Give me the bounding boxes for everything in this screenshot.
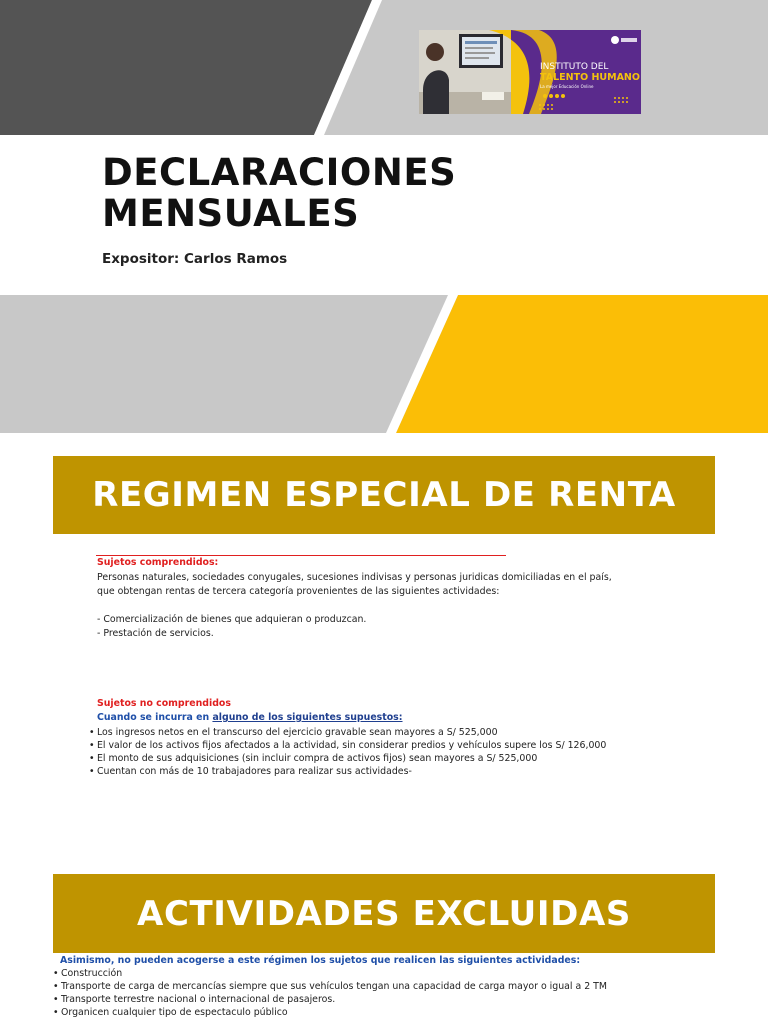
promo-logo-icon xyxy=(611,36,619,44)
dark-gray-panel xyxy=(0,0,372,135)
list-item: • Los ingresos netos en el transcurso del ejercicio gravable sean mayores a S/ 525,000 xyxy=(89,726,606,739)
excluidas-intro: Asimismo, no pueden acogerse a este régimen los sujetos que realicen las siguientes actividades: xyxy=(60,955,581,966)
list-item: • Organicen cualquier tipo de espectaculo público xyxy=(53,1006,607,1019)
promo-line2: TALENTO HUMANO xyxy=(540,72,640,83)
title-line-2: MENSUALES xyxy=(102,192,360,235)
supuestos-link[interactable]: alguno de los siguientes supuestos: xyxy=(212,712,403,723)
promo-banner-image xyxy=(419,30,641,114)
yellow-panel xyxy=(396,295,768,433)
promo-banner-art xyxy=(419,30,641,114)
promo-line3: La mejor Educación Online xyxy=(540,84,594,89)
list-item: • Construcción xyxy=(53,967,607,980)
actividad-item: - Prestación de servicios. xyxy=(97,628,214,639)
footer-band xyxy=(0,295,768,433)
no-comprendidos-heading: Sujetos no comprendidos xyxy=(97,698,231,709)
slide-title xyxy=(102,152,662,234)
list-item: • Transporte terrestre nacional o internacional de pasajeros. xyxy=(53,993,607,1006)
list-item: • El valor de los activos fijos afectados a la actividad, sin considerar predios y vehículos supere los S/ 126,000 xyxy=(89,739,606,752)
comprendidos-line-2: que obtengan rentas de tercera categoría provenientes de las siguientes actividades: xyxy=(97,586,500,597)
supuestos-list xyxy=(89,726,606,778)
section-banner-regimen: REGIMEN ESPECIAL DE RENTA xyxy=(53,456,715,534)
presenter-name: Expositor: Carlos Ramos xyxy=(102,251,288,267)
header-band xyxy=(0,0,768,135)
cuando-line xyxy=(97,711,403,724)
list-item: • Transporte de carga de mercancías siempre que sus vehículos tengan una capacidad de carga mayor o igual a 2 TM xyxy=(53,980,607,993)
comprendidos-line-1: Personas naturales, sociedades conyugales, sucesiones indivisas y personas juridicas domiciliadas en el país, xyxy=(97,572,612,583)
title-line-1: DECLARACIONES xyxy=(102,151,457,194)
section-banner-actividades: ACTIVIDADES EXCLUIDAS xyxy=(53,874,715,953)
footer-band-shapes xyxy=(0,295,768,433)
promo-line1: INSTITUTO DEL xyxy=(540,62,609,72)
header-band-shapes xyxy=(0,0,768,135)
list-item: • Cuentan con más de 10 trabajadores para realizar sus actividades- xyxy=(89,765,606,778)
cuando-prefix: Cuando se incurra en xyxy=(97,712,213,723)
comprendidos-heading: Sujetos comprendidos: xyxy=(97,557,219,568)
actividad-item: - Comercialización de bienes que adquieran o produzcan. xyxy=(97,614,367,625)
excluidas-list xyxy=(53,967,607,1019)
list-item: • El monto de sus adquisiciones (sin incluir compra de activos fijos) sean mayores a S/ 525,000 xyxy=(89,752,606,765)
